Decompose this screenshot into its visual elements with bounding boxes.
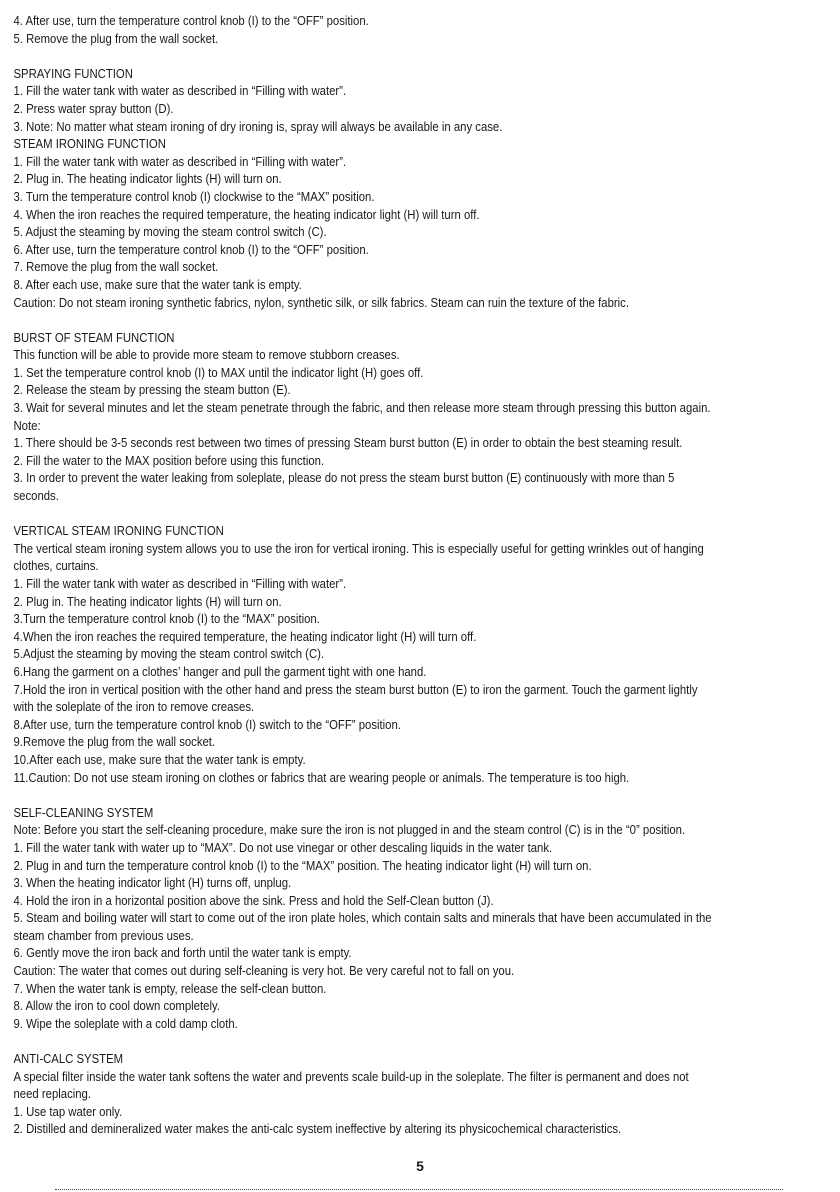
text-line: 1. Fill the water tank with water up to “MAX”. Do not use vinegar or other descaling liquids in the water tank. — [13, 840, 553, 855]
text-line: ANTI-CALC SYSTEM — [13, 1052, 124, 1067]
text-line: Caution: Do not steam ironing synthetic fabrics, nylon, synthetic silk, or silk fabrics. Steam can ruin the texture of the fabric. — [13, 295, 629, 310]
text-line: The vertical steam ironing system allows you to use the iron for vertical ironing. This is especially useful for getting wrinkles out of hanging — [13, 541, 704, 556]
text-line: 1. Fill the water tank with water as described in “Filling with water”. — [13, 154, 347, 169]
text-line: 8. Allow the iron to cool down completely. — [13, 999, 220, 1014]
text-line: seconds. — [13, 489, 59, 504]
text-line: 5. Remove the plug from the wall socket. — [13, 31, 219, 46]
text-line: 9. Wipe the soleplate with a cold damp cloth. — [13, 1016, 238, 1031]
text-line: 2. Release the steam by pressing the steam button (E). — [13, 383, 291, 398]
text-line: Note: Before you start the self-cleaning procedure, make sure the iron is not plugged in and the steam control (C) is in the “0” position. — [13, 823, 686, 838]
text-line: SPRAYING FUNCTION — [13, 66, 133, 81]
text-line: 1. Fill the water tank with water as described in “Filling with water”. — [13, 84, 347, 99]
text-line: 3. Wait for several minutes and let the steam penetrate through the fabric, and then release more steam through pressing this button again. — [13, 401, 711, 416]
text-line: 7. Remove the plug from the wall socket. — [13, 260, 219, 275]
text-line: Note: — [13, 418, 41, 433]
text-line: 3. Turn the temperature control knob (I) clockwise to the “MAX” position. — [13, 189, 375, 204]
text-line: clothes, curtains. — [13, 559, 99, 574]
text-line: 9.Remove the plug from the wall socket. — [13, 735, 216, 750]
text-line: Caution: The water that comes out during self-cleaning is very hot. Be very careful not to fall on you. — [13, 964, 515, 979]
text-line: 3.Turn the temperature control knob (I) to the “MAX” position. — [13, 612, 320, 627]
text-line: 6. After use, turn the temperature control knob (I) to the “OFF” position. — [13, 242, 369, 257]
text-line: 11.Caution: Do not use steam ironing on clothes or fabrics that are wearing people or animals. The temperature is too high. — [13, 770, 630, 785]
blank-line — [14, 1033, 838, 1051]
text-line: 4. After use, turn the temperature control knob (I) to the “OFF” position. — [13, 14, 369, 28]
text-line: A special filter inside the water tank softens the water and prevents scale build-up in the soleplate. The filter is permanent and does not — [13, 1069, 689, 1084]
text-line: STEAM IRONING FUNCTION — [13, 137, 166, 152]
text-line: 2. Plug in and turn the temperature control knob (I) to the “MAX” position. The heating indicator light (H) will turn on. — [13, 858, 592, 873]
text-line: 2. Fill the water to the MAX position before using this function. — [13, 453, 325, 468]
blank-line — [14, 506, 838, 524]
text-line: 1. There should be 3-5 seconds rest between two times of pressing Steam burst button (E) in order to obtain the best steaming result. — [13, 436, 683, 451]
text-line: 2. Plug in. The heating indicator lights (H) will turn on. — [13, 172, 282, 187]
text-line: 7.Hold the iron in vertical position with the other hand and press the steam burst button (E) to iron the garment. Touch the garment lightly — [13, 682, 698, 697]
text-line: 4.When the iron reaches the required temperature, the heating indicator light (H) will turn off. — [13, 629, 477, 644]
text-line: 3. When the heating indicator light (H) turns off, unplug. — [13, 876, 292, 891]
text-line: need replacing. — [13, 1087, 92, 1102]
text-line: SELF-CLEANING SYSTEM — [13, 805, 154, 820]
text-line: 2. Plug in. The heating indicator lights (H) will turn on. — [13, 594, 282, 609]
text-line: 5.Adjust the steaming by moving the steam control switch (C). — [13, 647, 325, 662]
text-line: steam chamber from previous uses. — [13, 928, 194, 943]
text-line: with the soleplate of the iron to remove creases. — [13, 700, 255, 715]
manual-text — [14, 13, 838, 1139]
page-number: 5 — [416, 1158, 424, 1174]
footer-rule — [55, 1189, 783, 1190]
text-line: 4. When the iron reaches the required temperature, the heating indicator light (H) will turn off. — [13, 207, 480, 222]
text-line: 2. Distilled and demineralized water makes the anti-calc system ineffective by altering its physicochemical characteristics. — [13, 1122, 622, 1137]
text-line: This function will be able to provide more steam to remove stubborn creases. — [13, 348, 400, 363]
text-line: 6. Gently move the iron back and forth until the water tank is empty. — [13, 946, 352, 961]
blank-line — [14, 48, 838, 66]
text-line: 3. Note: No matter what steam ironing of dry ironing is, spray will always be available in any case. — [13, 119, 503, 134]
text-line: 8. After each use, make sure that the water tank is empty. — [13, 277, 302, 292]
text-line: 7. When the water tank is empty, release the self-clean button. — [13, 981, 327, 996]
text-line: 5. Adjust the steaming by moving the steam control switch (C). — [13, 225, 327, 240]
text-line: 6.Hang the garment on a clothes’ hanger and pull the garment tight with one hand. — [13, 664, 427, 679]
text-line: VERTICAL STEAM IRONING FUNCTION — [13, 524, 224, 539]
blank-line — [14, 787, 838, 805]
text-line: 1. Fill the water tank with water as described in “Filling with water”. — [13, 577, 347, 591]
blank-line — [14, 312, 838, 330]
text-line: BURST OF STEAM FUNCTION — [13, 330, 175, 345]
text-line: 3. In order to prevent the water leaking from soleplate, please do not press the steam burst button (E) continuously with more than 5 — [13, 471, 675, 486]
text-line: 1. Use tap water only. — [13, 1104, 123, 1119]
text-line: 1. Set the temperature control knob (I) to MAX until the indicator light (H) goes off. — [13, 365, 424, 380]
text-line: 4. Hold the iron in a horizontal position above the sink. Press and hold the Self-Clean button (J). — [13, 893, 494, 908]
text-line: 8.After use, turn the temperature control knob (I) switch to the “OFF” position. — [13, 717, 401, 732]
text-line: 2. Press water spray button (D). — [13, 101, 174, 116]
text-line: 10.After each use, make sure that the water tank is empty. — [13, 752, 306, 767]
text-line: 5. Steam and boiling water will start to come out of the iron plate holes, which contain salts and minerals that have been accumulated in the — [13, 911, 712, 926]
